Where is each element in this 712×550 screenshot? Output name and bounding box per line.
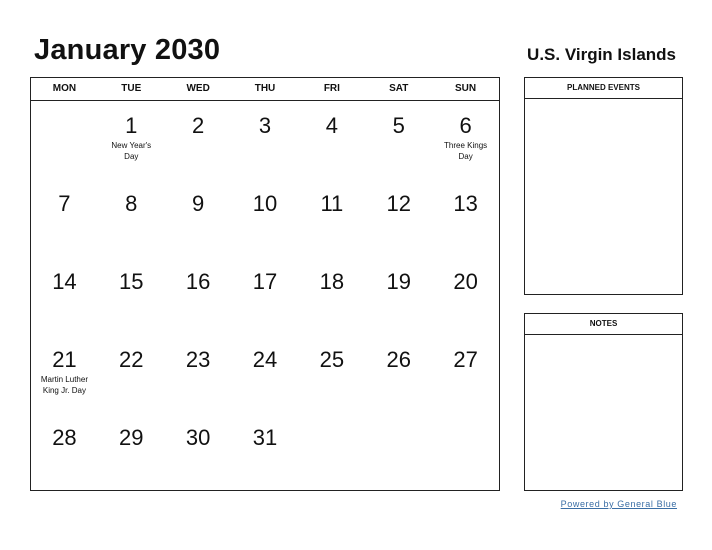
day-number: 16: [185, 269, 211, 294]
holiday-label: New Year's Day: [111, 141, 152, 161]
day-number: 20: [453, 269, 478, 294]
region-label: U.S. Virgin Islands: [527, 45, 676, 64]
day-cell: [98, 179, 165, 257]
day-number: 18: [319, 269, 345, 294]
calendar-week: [31, 101, 499, 179]
calendar-week: [31, 335, 499, 413]
day-cell: [98, 257, 165, 335]
day-number: 22: [119, 347, 144, 372]
day-number: 19: [386, 269, 411, 294]
day-cell: [165, 101, 232, 179]
day-number: 27: [453, 347, 478, 372]
day-number: [432, 413, 499, 427]
day-number: 8: [125, 191, 138, 216]
day-cell: [298, 413, 365, 491]
day-cell: [432, 257, 499, 335]
day-cell: [298, 101, 365, 179]
day-number: 28: [52, 425, 77, 450]
calendar-week: [31, 179, 499, 257]
day-cell: [432, 179, 499, 257]
day-number: 30: [185, 425, 211, 450]
day-cell: [98, 413, 165, 491]
day-cell: [232, 335, 299, 413]
day-cell: [98, 101, 165, 179]
day-number: 12: [386, 191, 411, 216]
day-number: 6: [459, 113, 472, 138]
day-number: 1: [125, 113, 138, 138]
day-cell: [232, 179, 299, 257]
day-cell: [298, 335, 365, 413]
weekday-wed: WED: [186, 83, 210, 94]
day-number: 25: [319, 347, 345, 372]
day-number: 10: [252, 191, 278, 216]
month-calendar: [30, 77, 500, 491]
holiday-label: Three Kings Day: [444, 141, 488, 161]
day-number: 14: [52, 269, 77, 294]
day-cell: [365, 179, 432, 257]
calendar-week: [31, 413, 499, 491]
day-number: 5: [392, 113, 405, 138]
day-cell: [432, 413, 499, 491]
planned-events-heading: PLANNED EVENTS: [525, 78, 682, 99]
day-cell: [31, 257, 98, 335]
day-number: 13: [453, 191, 478, 216]
day-number: 11: [320, 191, 344, 216]
day-number: 4: [325, 113, 338, 138]
weekday-sun: SUN: [455, 83, 477, 94]
day-cell: [232, 101, 299, 179]
day-cell: [31, 413, 98, 491]
page-title: January 2030: [34, 34, 221, 66]
day-cell: [31, 335, 98, 413]
weekday-tue: TUE: [121, 83, 142, 94]
holiday-label: Martin Luther King Jr. Day: [40, 375, 88, 395]
day-cell: [365, 335, 432, 413]
weekday-sat: SAT: [389, 83, 409, 94]
day-number: 31: [252, 425, 278, 450]
calendar-week: [31, 257, 499, 335]
day-cell: [165, 257, 232, 335]
day-number: [298, 413, 365, 427]
day-number: 9: [192, 191, 205, 216]
calendar-grid: [31, 101, 499, 491]
weekday-mon: MON: [52, 83, 77, 94]
day-cell: [298, 257, 365, 335]
day-cell: [165, 335, 232, 413]
day-cell: [365, 257, 432, 335]
day-cell: [432, 101, 499, 179]
day-cell: [31, 179, 98, 257]
weekday-thu: THU: [254, 83, 276, 94]
day-number: 23: [185, 347, 211, 372]
weekday-fri: FRI: [323, 83, 340, 94]
day-number: 24: [252, 347, 278, 372]
day-number: 15: [119, 269, 144, 294]
day-cell: [365, 413, 432, 491]
day-cell: [365, 101, 432, 179]
planned-events-panel: [524, 77, 683, 295]
day-cell: [432, 335, 499, 413]
notes-heading: NOTES: [525, 314, 682, 335]
day-number: 3: [258, 113, 272, 138]
day-cell: [232, 257, 299, 335]
day-cell: [31, 101, 98, 179]
weekday-header-row: [31, 78, 499, 101]
notes-panel: [524, 313, 683, 491]
day-cell: [298, 179, 365, 257]
day-number: 7: [58, 191, 71, 216]
day-number: 17: [252, 269, 278, 294]
day-number: 29: [119, 425, 144, 450]
day-number: [31, 101, 98, 115]
day-number: [365, 413, 432, 427]
day-cell: [165, 179, 232, 257]
powered-by-link[interactable]: Powered by General Blue: [560, 499, 677, 509]
day-cell: [232, 413, 299, 491]
day-number: 2: [192, 113, 205, 138]
day-number: 26: [386, 347, 411, 372]
day-number: 21: [52, 347, 77, 372]
day-cell: [98, 335, 165, 413]
day-cell: [165, 413, 232, 491]
